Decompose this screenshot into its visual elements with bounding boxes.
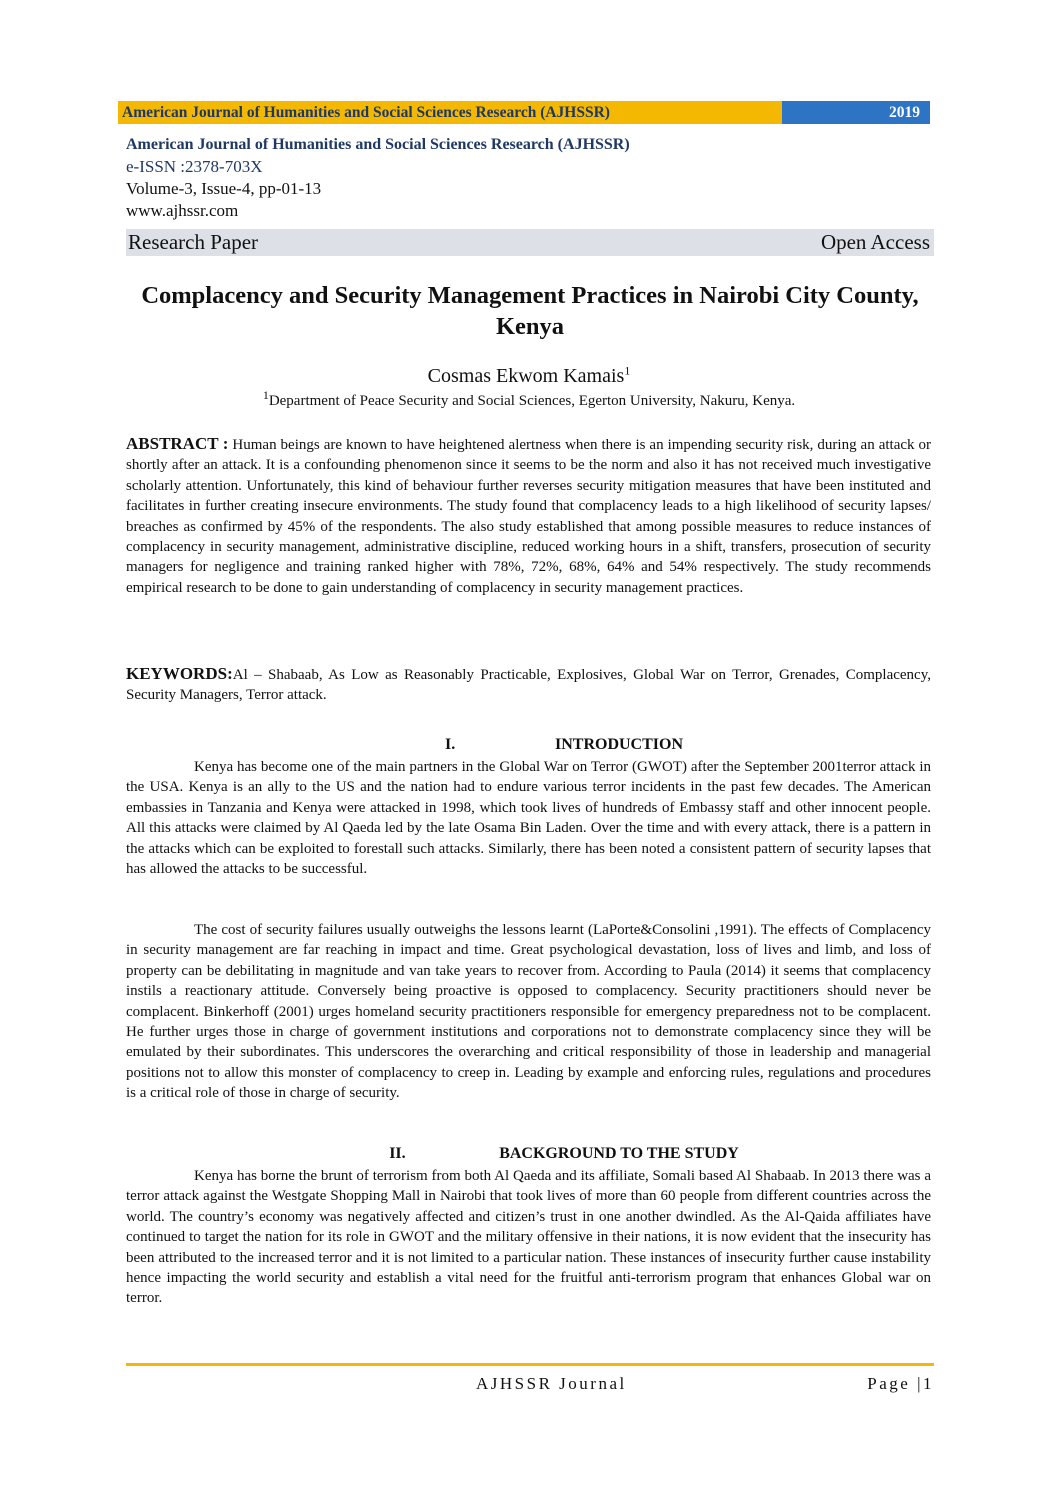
running-header-year: 2019 [782,101,930,124]
abstract [126,434,931,598]
website-link[interactable]: www.ajhssr.com [126,201,239,220]
keywords-text: Al – Shabaab, As Low as Reasonably Practicable, Explosives, Global War on Terror, Grenades, Complacency, Security Managers, Terror attack. [126,667,931,704]
running-header-journal: American Journal of Humanities and Social Sciences Research (AJHSSR) [118,101,782,124]
journal-title: American Journal of Humanities and Social Sciences Research (AJHSSR) [126,136,630,153]
issn: e-ISSN :2378-703X [126,157,263,176]
author [0,365,1058,388]
paper-type: Research Paper [128,230,259,254]
paper-type-bar [126,229,934,256]
keywords [126,664,931,706]
paper-title: Complacency and Security Management Practices in Nairobi City County, Kenya [141,282,919,340]
running-header [118,101,930,124]
affiliation-superscript: 1 [262,388,269,402]
abstract-text: Human beings are known to have heightened alertness when there is an impending security risk, during an attack or shortly after an attack. It is a confounding phenomenon since it seems to be the norm and also it has not received much investigative scholarly attention. Unfortunately, this kind of behaviour further reverses security mitigation measures that have been instituted and facilitates in further creating insecure environments. The study found that complacency leads to a high likelihood of security lapses/ breaches as confirmed by 45% of the respondents. The also study established that among possible measures to reduce instances of complacency in security management, administrative discipline, reduced working hours in a shift, transfers, prosecution of security managers for negligence and training ranked higher with 78%, 72%, 68%, 64% and 54% respectively. The study recommends empirical research to be done to gain understanding of complacency in security management practices. [126,437,931,596]
section-number: II. [389,1145,406,1162]
section-heading-background [0,1145,1058,1163]
intro-paragraph-1: Kenya has become one of the main partners in the Global War on Terror (GWOT) after the September 2001terror attack in the USA. Kenya is an ally to the US and the nation had to endure various terror incidents in the past few decades. The American embassies in Tanzania and Kenya were attacked in 1998, which took lives of hundreds of Embassy staff and other innocent people. All this attacks were claimed by Al Qaeda led by the late Osama Bin Laden. Over the time and with every attack, there is a pattern in the attacks which can be exploited to forestall such attacks. Similarly, there has been noted a consistent pattern of security lapses that has allowed the attacks to be successful. [126,759,931,878]
abstract-label: ABSTRACT : [126,434,229,453]
background-paragraph-1: Kenya has borne the brunt of terrorism from both Al Qaeda and its affiliate, Somali based Al Shabaab. In 2013 there was a terror attack against the Westgate Shopping Mall in Nairobi that took lives of more than 60 people from different countries across the world. The country’s economy was negatively affected and citizen’s trust in one another dwindled. As the Al-Qaida affiliates have continued to target the nation for its role in GWOT and the military offensive in their nations, it is now evident that the insecurity has been attributed to the increased terror and it is not limited to a particular nation. These instances of insecurity further cause instability hence impacting the world security and establish a vital need for the fruitful anti-terrorism program that enhances Global war on terror. [126,1168,931,1307]
intro-paragraph-2: The cost of security failures usually outweighs the lessons learnt (LaPorte&Consolini ,1991). The effects of Complacency in security management are far reaching in impact and time. Great psychological devastation, loss of lives and limb, and loss of property can be debilitating in magnitude and van take years to recover from. According to Paula (2014) it seems that complacency instils a reactionary attitude. Conversely being proactive is opposed to complacency. Security practitioners should never be complacent. Binkerhoff (2001) urges homeland security practitioners responsible for emergency preparedness not to be complacent. He further urges those in charge of government institutions and corporations not to demonstrate complacency since they will be emulated by their subordinates. This underscores the overarching and critical responsibility of those in leadership and managerial positions not to allow this monster of complacency to creep in. Leading by example and enforcing rules, regulations and procedures is a critical role of those in charge of security. [126,922,931,1102]
section-title: BACKGROUND TO THE STUDY [499,1145,739,1162]
author-superscript: 1 [624,363,631,378]
footer-divider [126,1363,934,1366]
author-name: Cosmas Ekwom Kamais [427,365,625,387]
footer-journal: AJHSSR Journal [476,1374,627,1393]
affiliation-text: Department of Peace Security and Social Sciences, Egerton University, Nakuru, Kenya. [268,393,796,409]
affiliation [0,388,1058,410]
page-footer [126,1374,934,1394]
keywords-label: KEYWORDS: [126,664,233,683]
journal-meta [126,134,630,222]
access-type: Open Access [820,230,930,254]
volume-info: Volume-3, Issue-4, pp-01-13 [126,179,322,198]
section-heading-introduction [0,736,1058,754]
section-title: INTRODUCTION [554,736,683,753]
footer-page-number: Page |1 [867,1374,934,1393]
section-number: I. [444,736,456,753]
